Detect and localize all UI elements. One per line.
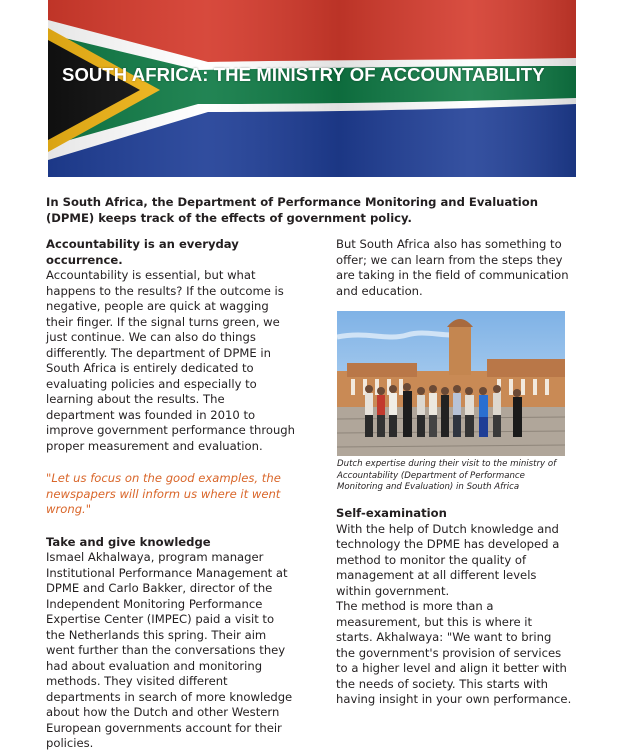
union-buildings-group-photo bbox=[337, 311, 565, 456]
delegation-photo bbox=[337, 311, 565, 456]
heading-self-examination: Self-examination bbox=[336, 506, 447, 520]
paragraph-take-give-knowledge: Ismael Akhalwaya, program manager Institutional Performance Management at DPME and Carlo Bakker, director of the Independent Monitoring Performance Expertise Center (IMPEC) paid a visit to the Netherlands this spring. Their aim went further than the conversations they had about evaluation and monitoring methods. They visited different departments in search of more knowledge about how the Dutch and other Western European governments account for their policies. bbox=[46, 550, 293, 750]
photo-caption: Dutch expertise during their visit to the ministry of Accountability (Department of Performance Monitoring and Evaluation) in South Africa bbox=[337, 459, 557, 492]
right-column-top bbox=[336, 237, 570, 299]
banner-title-main: SOUTH AFRICA: bbox=[62, 64, 209, 85]
south-africa-flag-image bbox=[48, 0, 576, 177]
banner-title-rest: THE MINISTRY OF ACCOUNTABILITY bbox=[208, 64, 545, 85]
heading-take-give-knowledge: Take and give knowledge bbox=[46, 534, 211, 549]
pull-quote: "Let us focus on the good examples, the newspapers will inform us where it went wrong." bbox=[46, 471, 281, 516]
banner-title bbox=[62, 64, 545, 86]
right-column-bottom bbox=[336, 506, 572, 708]
intro-paragraph: In South Africa, the Department of Performance Monitoring and Evaluation (DPME) keeps track of the effects of government policy. bbox=[46, 195, 538, 225]
heading-accountability: Accountability is an everyday occurrence. bbox=[46, 237, 239, 267]
paragraph-self-examination-2: The method is more than a measurement, but this is where it starts. Akhalwaya: "We want to bring the government's provision of services to a higher level and align it better with the needs of society. This starts with having insight in your own performance. bbox=[336, 599, 572, 706]
left-column bbox=[46, 237, 296, 752]
paragraph-self-examination-1: With the help of Dutch knowledge and technology the DPME has developed a method to monitor the quality of management at all different levels within government. bbox=[336, 521, 560, 598]
paragraph-south-africa-offer: But South Africa also has something to offer; we can learn from the steps they are taking in the field of communication and education. bbox=[336, 237, 569, 298]
flag-banner bbox=[48, 0, 576, 177]
paragraph-accountability: Accountability is essential, but what happens to the results? If the outcome is negative, people are quick at wagging their finger. If the signal turns green, we just continue. We can also do things differently. The department of DPME in South Africa is entirely dedicated to evaluating policies and especially to learning about the results. The department was founded in 2010 to improve government performance through proper measurement and evaluation. bbox=[46, 268, 296, 453]
